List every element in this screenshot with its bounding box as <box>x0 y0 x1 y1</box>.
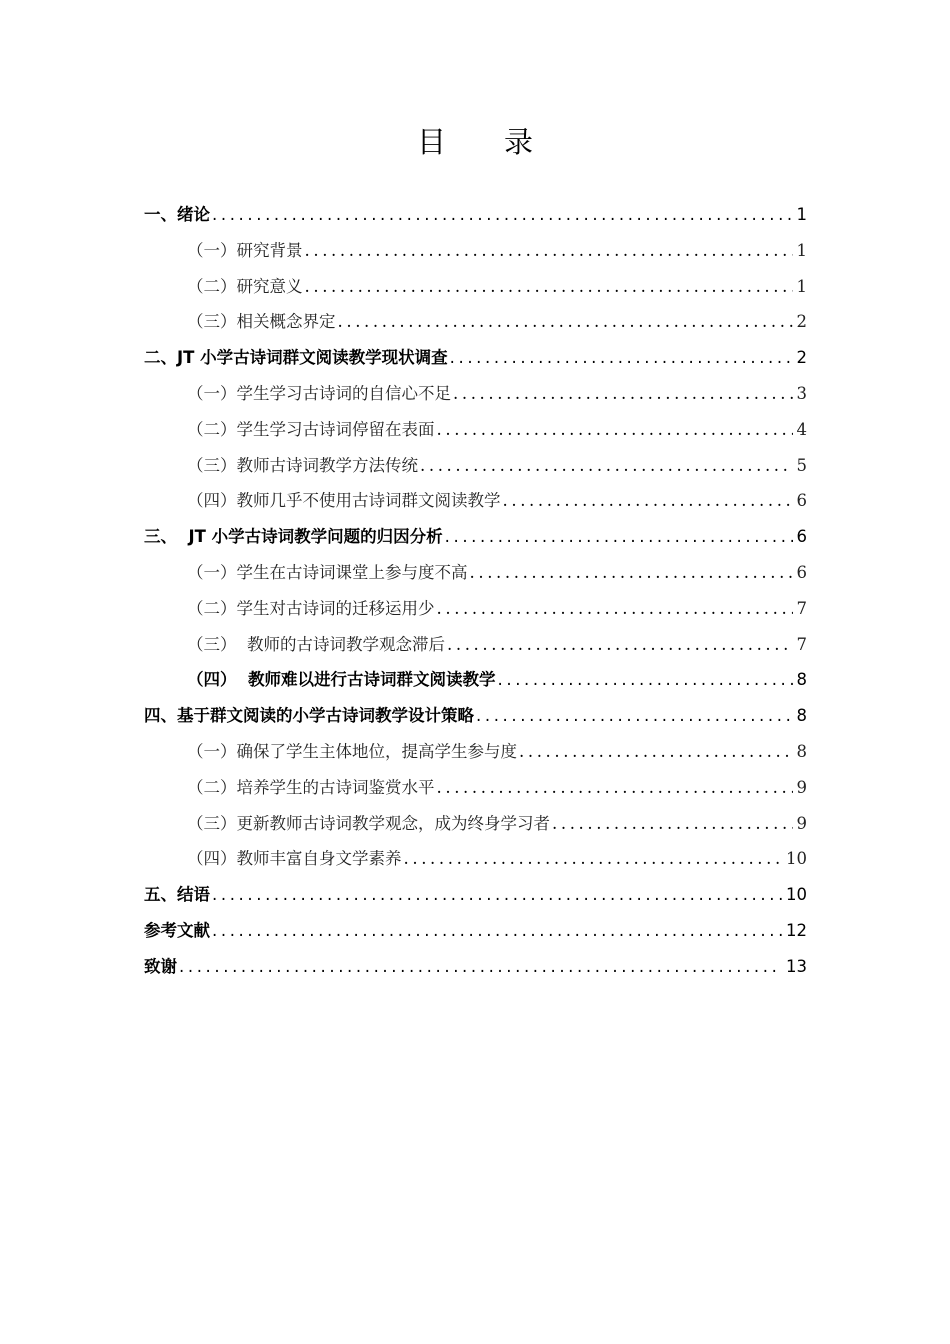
dot-leader <box>476 698 793 734</box>
toc-entry[interactable] <box>144 483 807 519</box>
dot-leader <box>404 841 783 877</box>
toc-page-number: 6 <box>796 562 807 582</box>
toc-entry[interactable] <box>144 340 807 376</box>
toc-page-number: 10 <box>786 885 807 905</box>
toc-entry-text: 三、 JT 小学古诗词教学问题的归因分析 <box>144 527 443 547</box>
dot-leader <box>450 340 793 376</box>
toc-entry[interactable] <box>144 233 807 269</box>
dot-leader <box>498 662 793 698</box>
toc-page-number: 7 <box>796 634 807 654</box>
toc-entry-text: 致谢 <box>144 956 177 976</box>
toc-page-number: 3 <box>796 383 807 403</box>
dot-leader <box>470 555 793 591</box>
toc-entry[interactable] <box>144 913 807 949</box>
toc-entry-text: 四、基于群文阅读的小学古诗词教学设计策略 <box>144 706 474 726</box>
dot-leader <box>437 770 793 806</box>
toc-page-number: 12 <box>786 920 807 940</box>
toc-entry-text: 五、结语 <box>144 885 210 905</box>
toc-entry[interactable] <box>144 591 807 627</box>
toc-entry-text: （三） 教师的古诗词教学观念滞后 <box>187 634 445 654</box>
toc-page-number: 1 <box>796 205 807 224</box>
toc-page-number: 6 <box>796 491 807 511</box>
toc-page-number: 2 <box>796 348 807 368</box>
dot-leader <box>179 949 782 985</box>
table-of-contents <box>144 197 807 985</box>
toc-page-number: 13 <box>786 956 807 976</box>
toc-page-number: 10 <box>786 849 807 869</box>
toc-page-number: 2 <box>796 312 807 332</box>
dot-leader <box>305 269 793 305</box>
toc-entry[interactable] <box>144 698 807 734</box>
toc-page-number: 8 <box>796 706 807 726</box>
toc-title: 目录 <box>416 125 591 159</box>
toc-entry-text: （四）教师丰富自身文学素养 <box>187 849 402 869</box>
toc-entry[interactable] <box>144 734 807 770</box>
toc-page-number: 7 <box>796 598 807 618</box>
toc-page-number: 5 <box>796 455 807 475</box>
dot-leader <box>305 233 793 269</box>
toc-entry[interactable] <box>144 627 807 663</box>
dot-leader <box>445 519 793 555</box>
toc-entry-text: 二、JT 小学古诗词群文阅读教学现状调查 <box>144 348 448 368</box>
toc-page-number: 8 <box>796 741 807 761</box>
toc-entry-text: （三）相关概念界定 <box>187 312 336 332</box>
dot-leader <box>453 376 793 412</box>
dot-leader <box>212 197 793 233</box>
dot-leader <box>437 412 793 448</box>
toc-entry-text: （二）学生对古诗词的迁移运用少 <box>187 598 435 618</box>
toc-entry-text: 参考文献 <box>144 920 210 940</box>
toc-entry[interactable] <box>144 519 807 555</box>
dot-leader <box>212 877 782 913</box>
toc-entry[interactable] <box>144 304 807 340</box>
dot-leader <box>338 304 793 340</box>
toc-entry[interactable] <box>144 806 807 842</box>
toc-entry[interactable] <box>144 841 807 877</box>
dot-leader <box>447 627 793 663</box>
toc-page-number: 1 <box>796 240 807 260</box>
toc-entry-text: （二）培养学生的古诗词鉴赏水平 <box>187 777 435 797</box>
toc-entry-text: （二）学生学习古诗词停留在表面 <box>187 419 435 439</box>
toc-entry[interactable] <box>144 662 807 698</box>
dot-leader <box>552 806 793 842</box>
toc-entry[interactable] <box>144 412 807 448</box>
toc-entry-text: （一）确保了学生主体地位，提高学生参与度 <box>187 741 517 761</box>
dot-leader <box>212 913 782 949</box>
dot-leader <box>503 483 793 519</box>
toc-entry-text: （四）教师几乎不使用古诗词群文阅读教学 <box>187 491 501 511</box>
toc-page-number: 8 <box>796 670 807 690</box>
dot-leader <box>437 591 793 627</box>
toc-page-number: 1 <box>796 276 807 296</box>
toc-entry[interactable] <box>144 448 807 484</box>
toc-page-number: 9 <box>796 813 807 833</box>
toc-entry-text: （四） 教师难以进行古诗词群文阅读教学 <box>187 670 496 690</box>
toc-entry-text: （三）更新教师古诗词教学观念，成为终身学习者 <box>187 813 550 833</box>
toc-entry-text: 一、绪论 <box>144 205 210 224</box>
toc-page-number: 9 <box>796 777 807 797</box>
toc-page-number: 4 <box>796 419 807 439</box>
toc-entry[interactable] <box>144 877 807 913</box>
dot-leader <box>420 448 793 484</box>
dot-leader <box>519 734 793 770</box>
toc-entry[interactable] <box>144 949 807 985</box>
toc-entry-text: （一）学生学习古诗词的自信心不足 <box>187 383 451 403</box>
toc-entry[interactable] <box>144 269 807 305</box>
toc-entry[interactable] <box>144 555 807 591</box>
toc-entry-text: （二）研究意义 <box>187 276 303 296</box>
toc-page-number: 6 <box>796 527 807 547</box>
toc-entry[interactable] <box>144 376 807 412</box>
toc-entry[interactable] <box>144 770 807 806</box>
toc-entry[interactable] <box>144 197 807 233</box>
toc-entry-text: （一）学生在古诗词课堂上参与度不高 <box>187 562 468 582</box>
toc-entry-text: （一）研究背景 <box>187 240 303 260</box>
toc-entry-text: （三）教师古诗词教学方法传统 <box>187 455 418 475</box>
